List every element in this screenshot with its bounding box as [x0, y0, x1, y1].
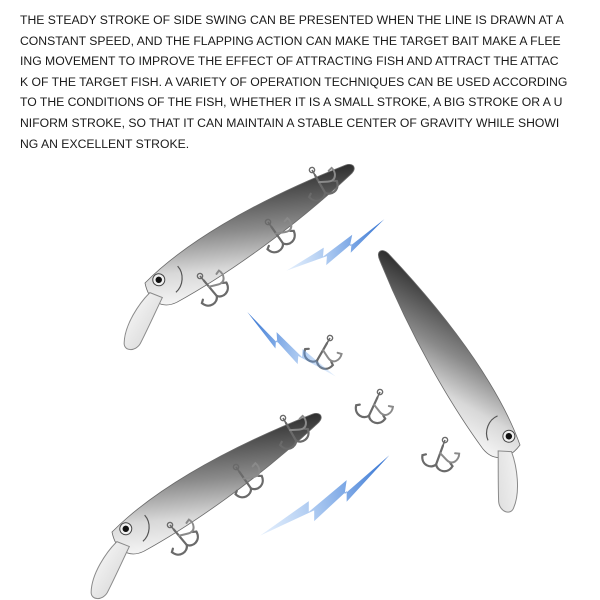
lure-illustration — [0, 150, 600, 600]
lightning-icon — [249, 455, 401, 535]
hook-right-belly — [353, 383, 398, 427]
hook-right-tail — [301, 328, 347, 374]
description-line-7: NG AN EXCELLENT STROKE. — [20, 136, 190, 151]
description-line-3: ING MOVEMENT TO IMPROVE THE EFFECT OF ATTRACTING FISH AND ATTRACT THE ATTAC — [20, 54, 559, 69]
description-line-6: NIFORM STROKE, SO THAT IT CAN MAINTAIN A STABLE CENTER OF GRAVITY WHILE SHOWI — [20, 115, 560, 130]
description-line-2: CONSTANT SPEED, AND THE FLAPPING ACTION CAN MAKE THE TARGET BAIT MAKE A FLEE — [20, 33, 561, 48]
hook-right-front — [420, 432, 464, 475]
description-line-1: THE STEADY STROKE OF SIDE SWING CAN BE PRESENTED WHEN THE LINE IS DRAWN AT A — [20, 13, 564, 27]
lure-right — [298, 249, 592, 515]
description-text — [20, 10, 586, 154]
description-line-4: K OF THE TARGET FISH. A VARIETY OF OPERATION TECHNIQUES CAN BE USED ACCORDING — [20, 74, 568, 89]
lightning-icon — [281, 219, 389, 271]
description-line-5: TO THE CONDITIONS OF THE FISH, WHETHER IT IS A SMALL STROKE, A BIG STROKE OR A U — [20, 95, 563, 110]
